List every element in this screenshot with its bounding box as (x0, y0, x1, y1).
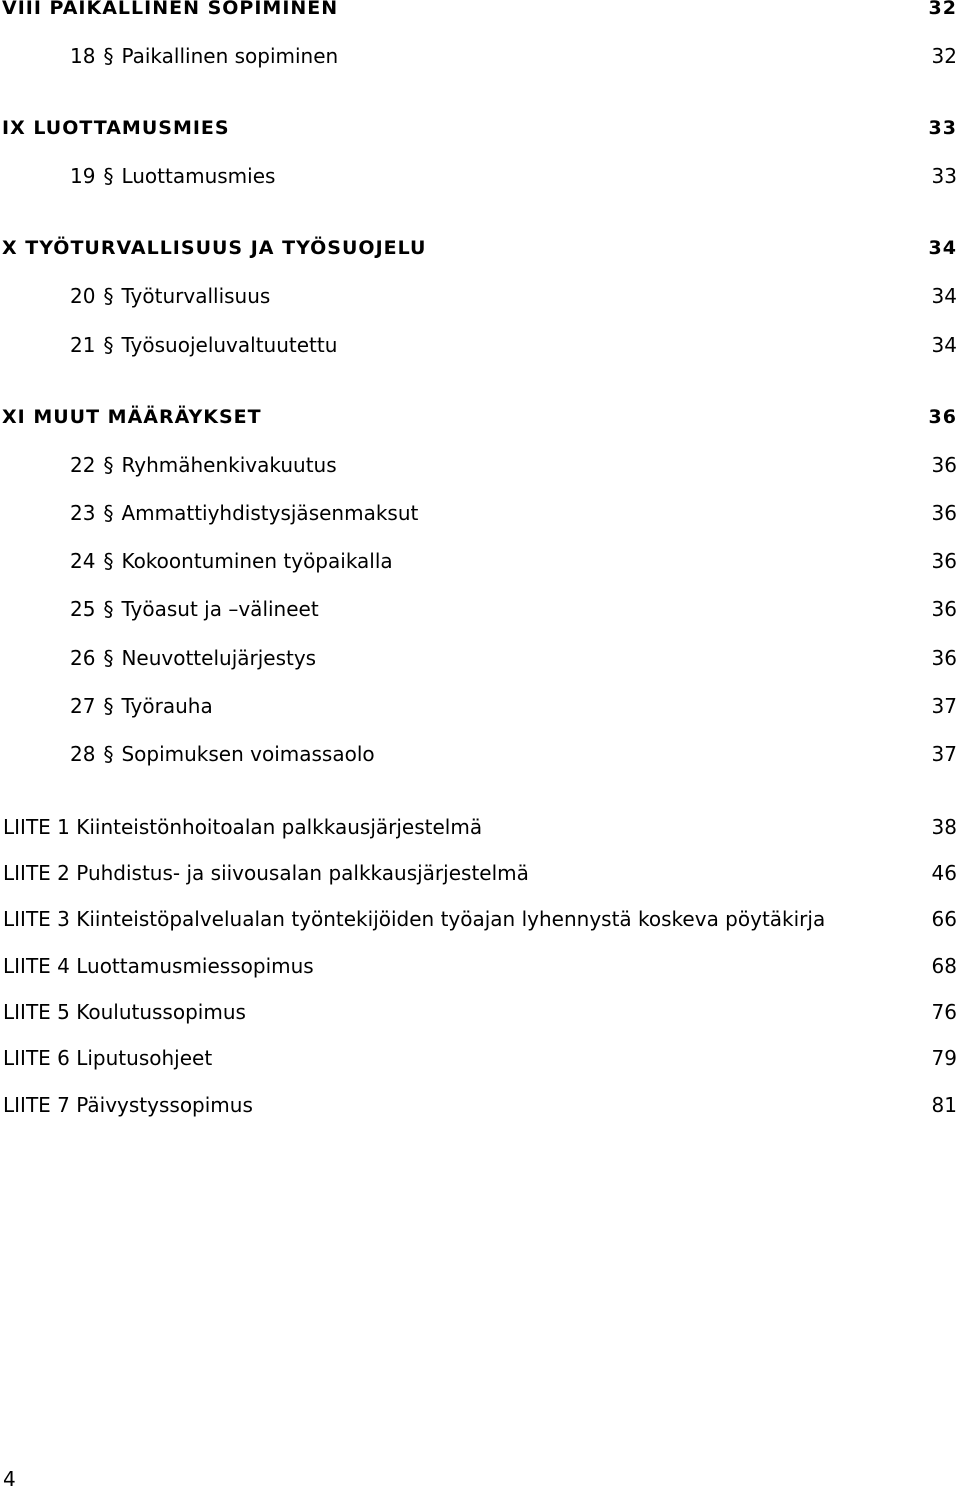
chapter-title: VIII PAIKALLINEN SOPIMINEN (2, 0, 339, 19)
toc-appendix-row (0, 815, 960, 843)
chapter-page: 36 (928, 406, 957, 428)
toc-chapter-row (0, 117, 960, 145)
section-page: 36 (931, 597, 957, 621)
section-sign: § (103, 333, 114, 357)
section-number: 22 (70, 453, 96, 477)
toc-section-row (0, 284, 960, 312)
section-title: Luottamusmies (121, 164, 276, 188)
appendix-title: LIITE 6 Liputusohjeet (3, 1046, 213, 1070)
toc-section-row (0, 164, 960, 192)
toc-section-row (0, 694, 960, 722)
appendix-page: 38 (931, 815, 957, 839)
toc-chapter-row (0, 237, 960, 265)
section-title-group (70, 597, 319, 621)
section-sign: § (103, 44, 114, 68)
section-number: 27 (70, 694, 96, 718)
chapter-page: 34 (928, 237, 957, 259)
section-page: 32 (931, 44, 957, 68)
section-sign: § (103, 549, 114, 573)
section-sign: § (103, 742, 114, 766)
section-number: 23 (70, 501, 96, 525)
chapter-title: IX LUOTTAMUSMIES (2, 117, 230, 139)
page-number: 4 (3, 1467, 16, 1491)
section-title-group (70, 453, 337, 477)
appendix-page: 76 (931, 1000, 957, 1024)
section-number: 20 (70, 284, 96, 308)
section-title: Paikallinen sopiminen (121, 44, 339, 68)
appendix-page: 68 (931, 954, 957, 978)
appendix-title: LIITE 2 Puhdistus- ja siivousalan palkkausjärjestelmä (3, 861, 529, 885)
appendix-title: LIITE 4 Luottamusmiessopimus (3, 954, 314, 978)
section-page: 37 (931, 694, 957, 718)
section-title: Työturvallisuus (121, 284, 271, 308)
section-title-group (70, 164, 275, 188)
appendix-page: 79 (931, 1046, 957, 1070)
section-sign: § (103, 164, 114, 188)
section-page: 34 (931, 333, 957, 357)
toc-appendix-row (0, 907, 960, 935)
section-number: 19 (70, 164, 96, 188)
section-sign: § (103, 646, 114, 670)
section-title-group (70, 501, 418, 525)
section-title-group (70, 44, 338, 68)
toc-section-row (0, 646, 960, 674)
section-title: Sopimuksen voimassaolo (121, 742, 375, 766)
section-sign: § (103, 284, 114, 308)
appendix-title: LIITE 7 Päivystyssopimus (3, 1093, 253, 1117)
section-page: 37 (931, 742, 957, 766)
toc-appendix-row (0, 1046, 960, 1074)
section-page: 36 (931, 549, 957, 573)
chapter-title: XI MUUT MÄÄRÄYKSET (2, 406, 262, 428)
toc-section-row (0, 597, 960, 625)
appendix-page: 81 (931, 1093, 957, 1117)
section-sign: § (103, 453, 114, 477)
section-title: Työrauha (121, 694, 213, 718)
section-number: 21 (70, 333, 96, 357)
toc-section-row (0, 742, 960, 770)
toc-section-row (0, 333, 960, 361)
section-title-group (70, 333, 337, 357)
section-number: 28 (70, 742, 96, 766)
chapter-page: 33 (928, 117, 957, 139)
section-number: 24 (70, 549, 96, 573)
appendix-title: LIITE 5 Koulutussopimus (3, 1000, 246, 1024)
section-number: 26 (70, 646, 96, 670)
toc-appendix-row (0, 1093, 960, 1121)
appendix-title: LIITE 1 Kiinteistönhoitoalan palkkausjärjestelmä (3, 815, 483, 839)
appendix-page: 66 (931, 907, 957, 931)
toc-section-row (0, 549, 960, 577)
section-title-group (70, 284, 270, 308)
toc-section-row (0, 453, 960, 481)
section-number: 18 (70, 44, 96, 68)
toc-appendix-row (0, 1000, 960, 1028)
appendix-title: LIITE 3 Kiinteistöpalvelualan työntekijöiden työajan lyhennystä koskeva pöytäkirja (3, 907, 826, 931)
toc-chapter-row (0, 0, 960, 25)
chapter-title: X TYÖTURVALLISUUS JA TYÖSUOJELU (2, 237, 427, 259)
section-title: Työsuojeluvaltuutettu (121, 333, 338, 357)
section-number: 25 (70, 597, 96, 621)
section-page: 36 (931, 646, 957, 670)
section-title: Ryhmähenkivakuutus (121, 453, 337, 477)
section-sign: § (103, 501, 114, 525)
toc-section-row (0, 501, 960, 529)
toc-section-row (0, 44, 960, 72)
section-page: 33 (931, 164, 957, 188)
section-page: 34 (931, 284, 957, 308)
section-title-group (70, 549, 393, 573)
section-sign: § (103, 694, 114, 718)
section-title-group (70, 742, 375, 766)
appendix-page: 46 (931, 861, 957, 885)
toc-appendix-row (0, 954, 960, 982)
section-title-group (70, 694, 213, 718)
section-title: Työasut ja –välineet (121, 597, 319, 621)
section-sign: § (103, 597, 114, 621)
section-title: Neuvottelujärjestys (121, 646, 317, 670)
section-page: 36 (931, 501, 957, 525)
chapter-page: 32 (928, 0, 957, 19)
toc-appendix-row (0, 861, 960, 889)
section-title-group (70, 646, 316, 670)
section-title: Kokoontuminen työpaikalla (121, 549, 393, 573)
section-title: Ammattiyhdistysjäsenmaksut (121, 501, 419, 525)
section-page: 36 (931, 453, 957, 477)
toc-chapter-row (0, 406, 960, 434)
